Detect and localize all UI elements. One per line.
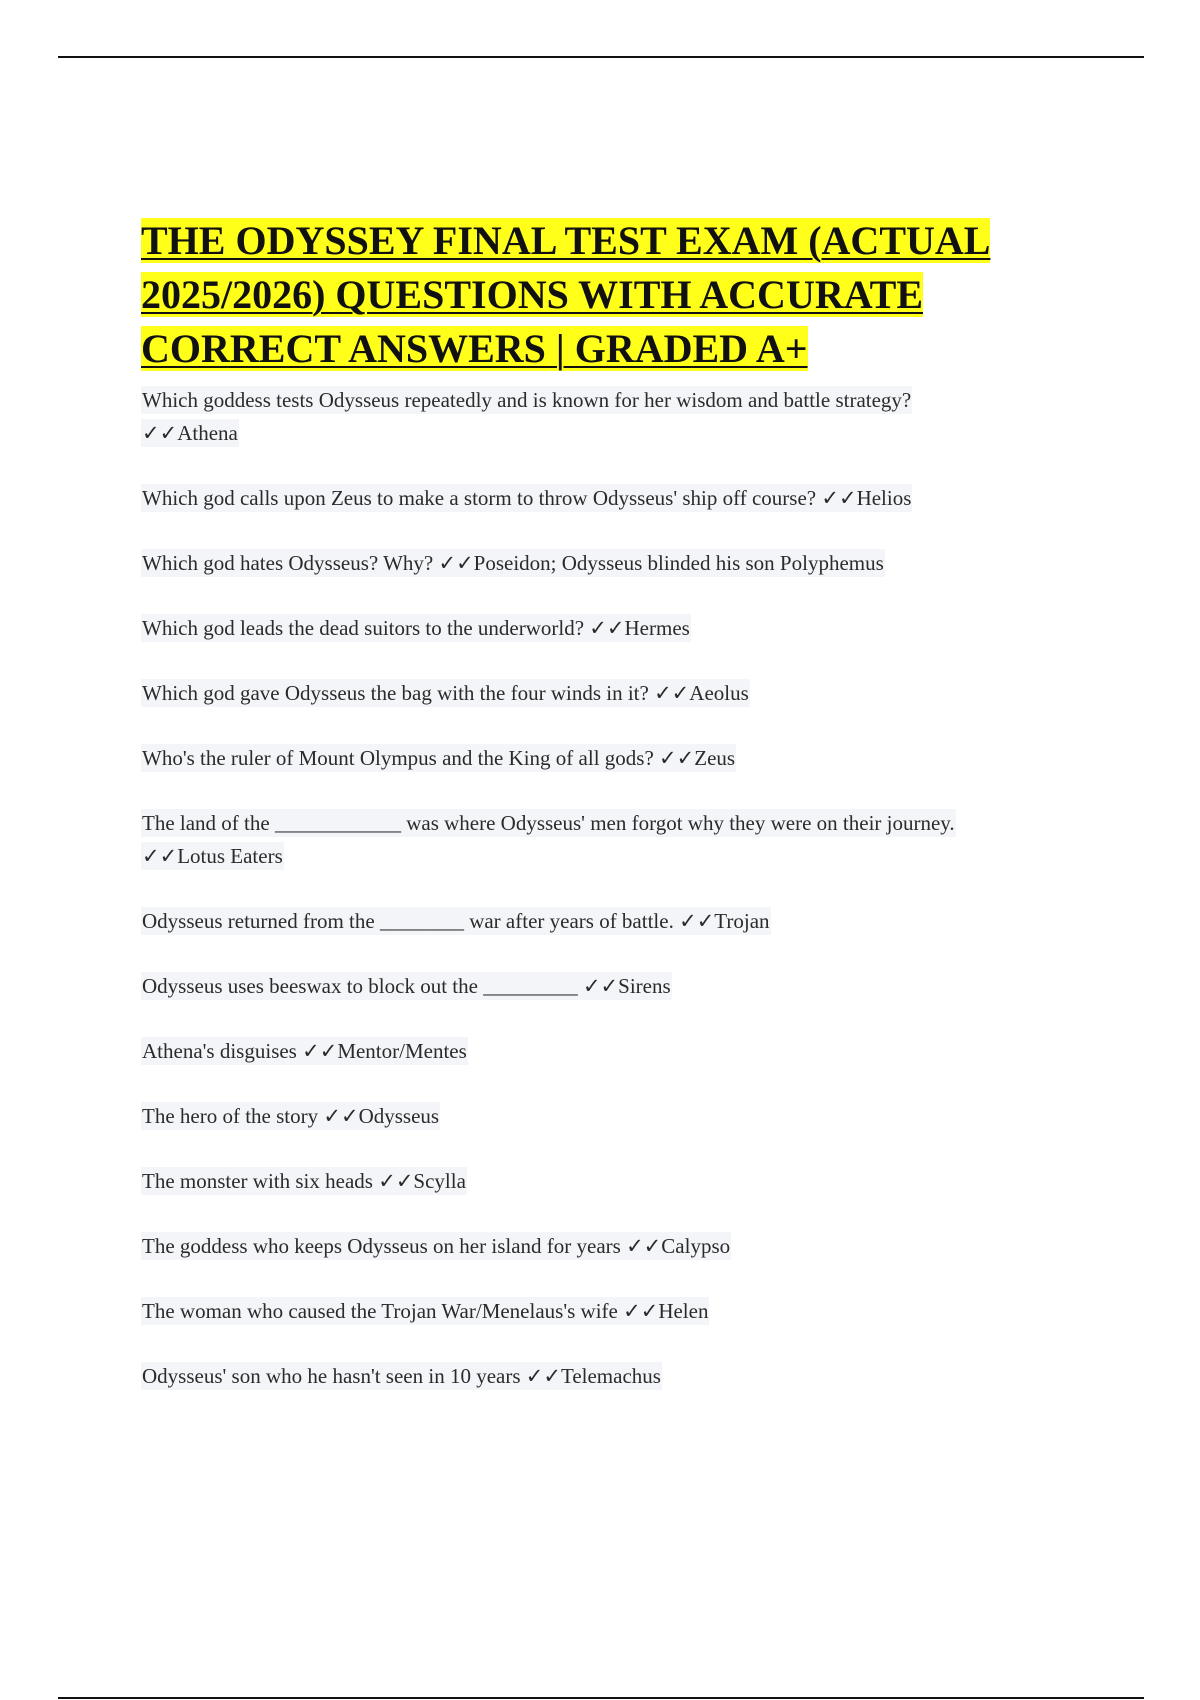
check-mark-icon: ✓✓ xyxy=(654,681,690,705)
qa-item xyxy=(141,677,1081,710)
answer-text: Trojan xyxy=(714,909,770,933)
check-mark-icon: ✓✓ xyxy=(142,844,178,868)
qa-highlight xyxy=(141,614,691,642)
title-text: THE ODYSSEY FINAL TEST EXAM (ACTUAL 2025/2026) QUESTIONS WITH ACCURATE CORRECT ANSWERS | GRADED A+ xyxy=(141,218,991,371)
qa-item xyxy=(141,807,1081,873)
question-text: Which god hates Odysseus? Why? xyxy=(142,551,434,575)
qa-highlight xyxy=(141,1362,662,1390)
qa-highlight xyxy=(141,1037,468,1065)
check-mark-icon: ✓✓ xyxy=(438,551,474,575)
qa-item xyxy=(141,742,1081,775)
answer-text: Telemachus xyxy=(560,1364,661,1388)
check-mark-icon: ✓✓ xyxy=(626,1234,662,1258)
question-text: Odysseus returned from the ________ war after years of battle. xyxy=(142,909,674,933)
qa-item xyxy=(141,905,1081,938)
check-mark-icon: ✓✓ xyxy=(323,1104,359,1128)
question-text: Which god leads the dead suitors to the underworld? xyxy=(142,616,585,640)
qa-highlight xyxy=(141,744,736,772)
qa-item xyxy=(141,970,1081,1003)
check-mark-icon: ✓✓ xyxy=(589,616,625,640)
qa-highlight xyxy=(141,484,912,512)
document-body xyxy=(141,214,1081,1425)
question-text: Which god calls upon Zeus to make a storm to throw Odysseus' ship off course? xyxy=(142,486,817,510)
answer-text: Helen xyxy=(658,1299,709,1323)
qa-item xyxy=(141,1230,1081,1263)
qa-item xyxy=(141,1295,1081,1328)
qa-item xyxy=(141,482,1081,515)
qa-highlight xyxy=(141,1167,467,1195)
qa-item xyxy=(141,1035,1081,1068)
answer-text: Calypso xyxy=(661,1234,731,1258)
answer-text: Odysseus xyxy=(358,1104,440,1128)
answer-text: Helios xyxy=(856,486,912,510)
answer-text: Lotus Eaters xyxy=(177,844,283,868)
question-text: The woman who caused the Trojan War/Menelaus's wife xyxy=(142,1299,618,1323)
qa-highlight xyxy=(141,1297,709,1325)
check-mark-icon: ✓✓ xyxy=(142,421,178,445)
check-mark-icon: ✓✓ xyxy=(302,1039,338,1063)
answer-text: Athena xyxy=(177,421,238,445)
qa-highlight xyxy=(141,972,672,1000)
question-text: The goddess who keeps Odysseus on her island for years xyxy=(142,1234,621,1258)
answer-text: Scylla xyxy=(413,1169,466,1193)
qa-item xyxy=(141,547,1081,580)
question-text: Which goddess tests Odysseus repeatedly and is known for her wisdom and battle strategy? xyxy=(142,388,912,412)
question-text: Athena's disguises xyxy=(142,1039,297,1063)
qa-item xyxy=(141,384,1081,450)
check-mark-icon: ✓✓ xyxy=(582,974,619,998)
check-mark-icon: ✓✓ xyxy=(659,746,695,770)
bottom-rule xyxy=(58,1697,1144,1699)
answer-text: Sirens xyxy=(618,974,671,998)
qa-item xyxy=(141,1360,1081,1393)
qa-item xyxy=(141,612,1081,645)
question-text: Which god gave Odysseus the bag with the four winds in it? xyxy=(142,681,649,705)
check-mark-icon: ✓✓ xyxy=(623,1299,659,1323)
qa-list xyxy=(141,384,1081,1393)
question-text: The land of the ____________ was where Odysseus' men forgot why they were on their journey. xyxy=(142,811,955,835)
check-mark-icon: ✓✓ xyxy=(378,1169,414,1193)
answer-text: Zeus xyxy=(694,746,736,770)
qa-highlight xyxy=(141,907,771,935)
check-mark-icon: ✓✓ xyxy=(525,1364,561,1388)
question-text: Who's the ruler of Mount Olympus and the King of all gods? xyxy=(142,746,654,770)
answer-text: Poseidon; Odysseus blinded his son Polyphemus xyxy=(473,551,884,575)
qa-highlight xyxy=(141,679,750,707)
check-mark-icon: ✓✓ xyxy=(679,909,715,933)
qa-highlight xyxy=(141,386,912,447)
qa-item xyxy=(141,1100,1081,1133)
top-rule xyxy=(58,56,1144,58)
question-text: Odysseus uses beeswax to block out the _________ xyxy=(142,974,578,998)
question-text: The hero of the story xyxy=(142,1104,319,1128)
qa-item xyxy=(141,1165,1081,1198)
qa-highlight xyxy=(141,1102,440,1130)
document-title xyxy=(141,214,1081,376)
check-mark-icon: ✓✓ xyxy=(821,486,857,510)
answer-text: Hermes xyxy=(624,616,690,640)
question-text: The monster with six heads xyxy=(142,1169,373,1193)
question-text: Odysseus' son who he hasn't seen in 10 years xyxy=(142,1364,521,1388)
qa-highlight xyxy=(141,549,885,577)
qa-highlight xyxy=(141,809,956,870)
answer-text: Mentor/Mentes xyxy=(337,1039,467,1063)
qa-highlight xyxy=(141,1232,731,1260)
answer-text: Aeolus xyxy=(689,681,749,705)
